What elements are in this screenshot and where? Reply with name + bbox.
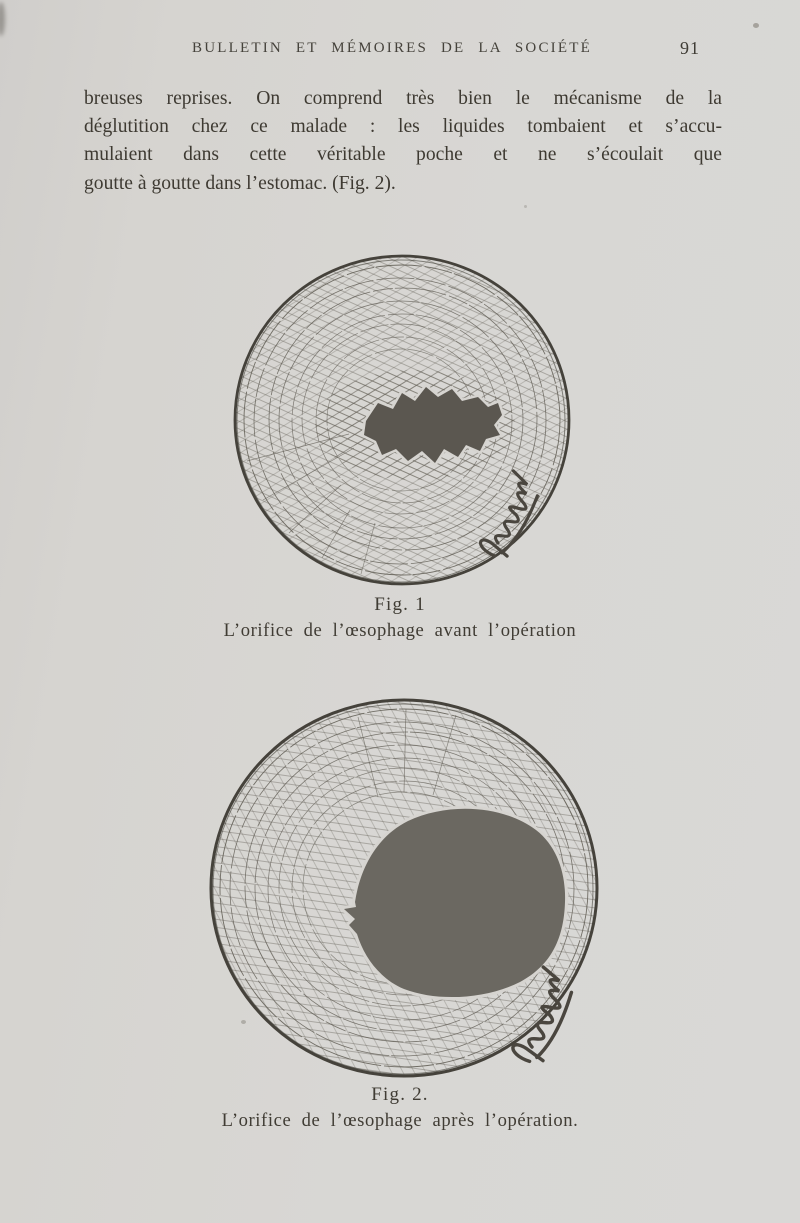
journal-title: BULLETIN ET MÉMOIRES DE LA SOCIÉTÉ [192, 40, 592, 56]
scan-smudge [0, 2, 5, 36]
figure-1-illustration [230, 253, 574, 591]
text-line: mulaient dans cette véritable poche et ne s’écoulait que [84, 144, 722, 166]
figure-1-engraving [230, 253, 574, 591]
figure-2-illustration [208, 697, 608, 1081]
figure-1-label: Fig. 1 [374, 594, 426, 615]
paper-speck [524, 205, 527, 208]
text-line: goutte à goutte dans l’estomac. (Fig. 2). [84, 172, 396, 194]
page-header [0, 40, 800, 64]
figure-1-caption-text: L’orifice de l’œsophage avant l’opération [223, 620, 577, 641]
page-number: 91 [680, 38, 700, 58]
figure-2-engraving [208, 697, 608, 1081]
figure-2-label: Fig. 2. [371, 1084, 429, 1105]
figure-1-caption [0, 594, 800, 642]
figure-2-caption-text: L’orifice de l’œsophage après l’opération. [221, 1110, 579, 1131]
text-line: breuses reprises. On comprend très bien le mécanisme de la [84, 88, 722, 109]
body-paragraph [84, 85, 722, 198]
figure-2-caption [0, 1084, 800, 1132]
text-line: déglutition chez ce malade : les liquides tombaient et s’accu- [84, 116, 722, 138]
paper-speck [753, 23, 759, 28]
